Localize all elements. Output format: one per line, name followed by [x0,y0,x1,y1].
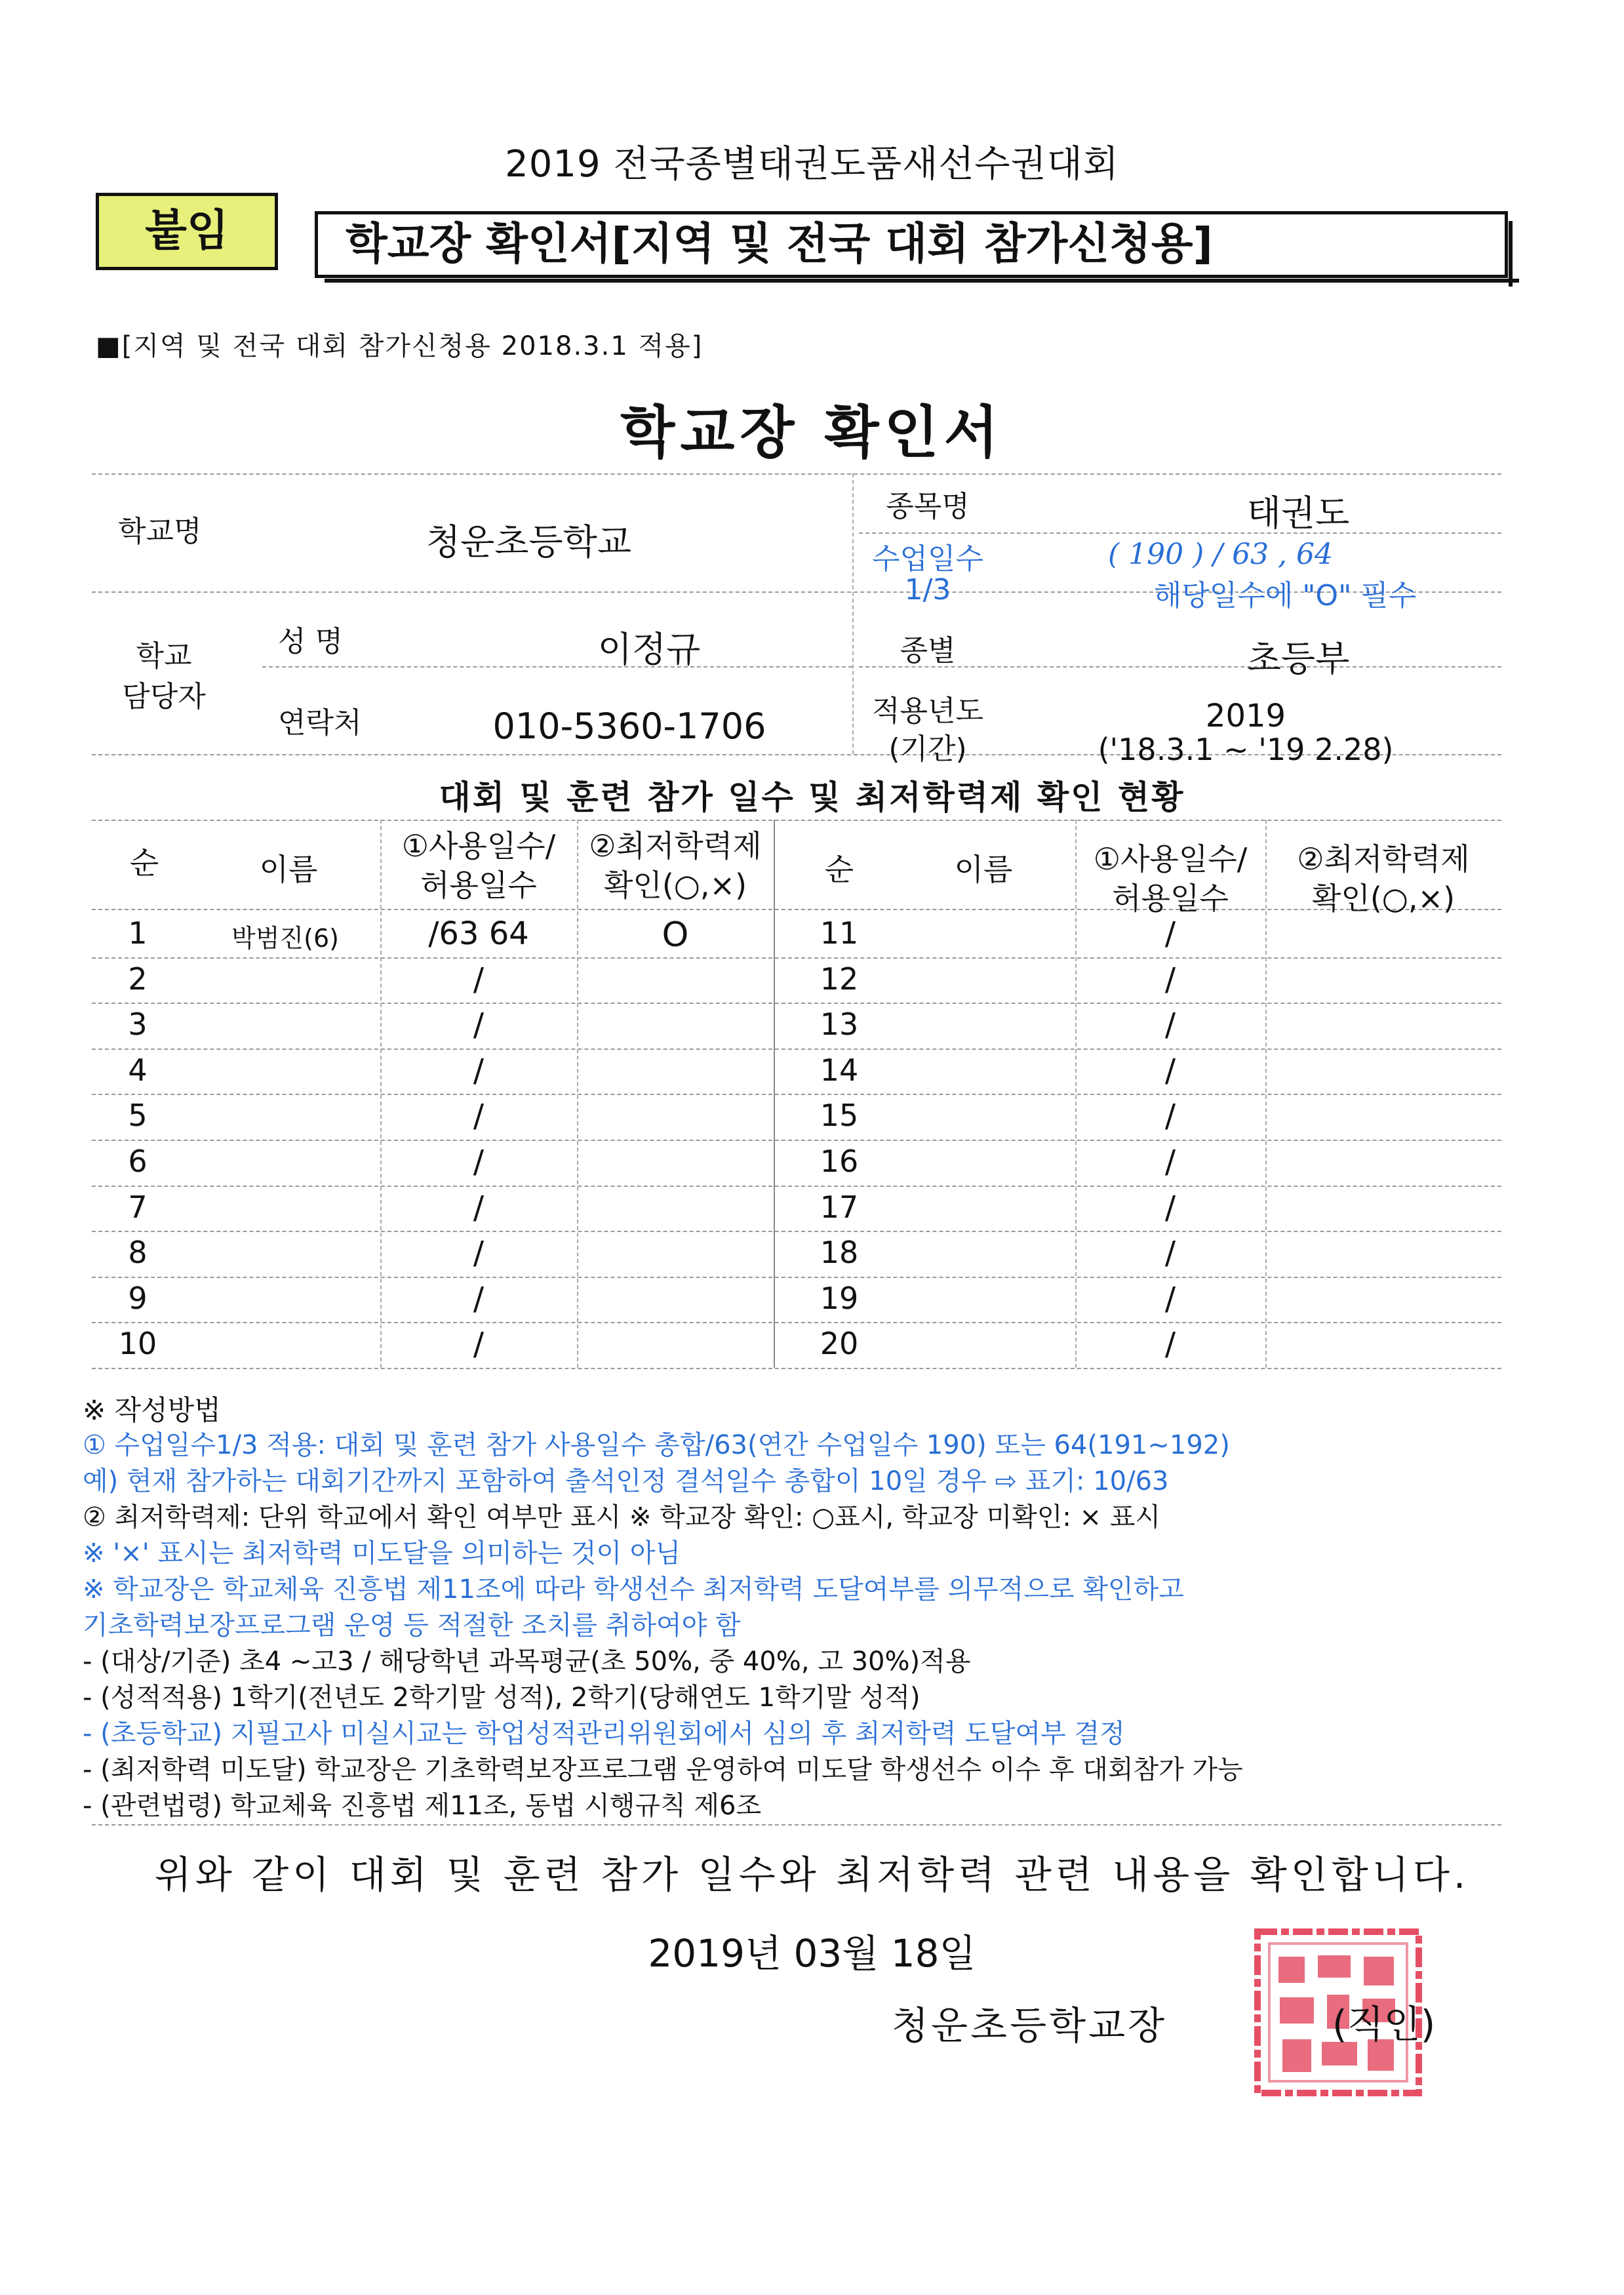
used-days: / [1164,915,1176,952]
row-number: 13 [820,1007,859,1043]
class-days-label: 수업일수 [871,542,983,576]
method-title: ※ 작성방법 [83,1394,221,1426]
contact-group-label-2: 담당자 [122,680,206,713]
athlete-name [190,1281,380,1283]
sport-label: 종목명 [886,490,970,523]
method-line: - (관련법령) 학교체육 진흥법 제11조, 동법 시행규칙 제6조 [83,1791,762,1821]
used-days: / [1164,1280,1176,1317]
class-days-value: ( 190 ) / 63 , 64 [1108,538,1334,571]
period-value: ('18.3.1 ~ '19 2.28) [1098,732,1394,767]
divider [92,1186,1501,1187]
row-number: 4 [128,1052,148,1088]
signer-title: 청운초등학교장 [892,2003,1168,2048]
divider [92,1368,1501,1369]
issue-date: 2019년 03월 18일 [648,1931,976,1976]
row-number: 19 [820,1280,859,1316]
period-label: (기간) [888,732,967,766]
application-note: ■[지역 및 전국 대회 참가신청용 2018.3.1 적용] [96,331,703,361]
divider [92,1140,1501,1141]
used-days: / [1164,1189,1176,1226]
method-line: 예) 현재 참가하는 대회기간까지 포함하여 출석인정 결석일수 총합이 10일 경우 ⇨ 표기: 10/63 [83,1466,1169,1496]
divider [92,1048,1501,1050]
row-number: 16 [820,1144,859,1179]
used-days: / [473,1098,485,1135]
header-min-right-2: 확인(○,×) [1311,881,1456,916]
row-number: 20 [820,1326,859,1362]
divider [92,1277,1501,1278]
athlete-name [190,1235,380,1237]
row-number: 9 [128,1280,148,1316]
row-number: 10 [118,1326,157,1362]
used-days: / [473,1280,485,1317]
document-heading: 학교장 확인서[지역 및 전국 대회 참가신청용] [315,211,1508,278]
header-name: 이름 [259,852,318,887]
divider [92,1094,1501,1095]
used-days: / [1164,1144,1176,1180]
division-value: 초등부 [1246,638,1350,679]
divider [92,1003,1501,1004]
header-days-2: 허용일수 [420,868,537,903]
athlete-name [190,1144,380,1146]
divider [92,473,1501,475]
used-days: / [1164,961,1176,998]
header-days: ①사용일수/ [401,828,556,864]
row-number: 18 [820,1235,859,1271]
used-days: / [473,961,485,998]
row-number: 5 [128,1098,148,1134]
divider [852,473,854,754]
row-number: 11 [820,915,859,951]
athlete-name [190,1007,380,1009]
header-min-right: ②최저학력제 [1297,841,1470,877]
divider [859,532,1501,534]
header-min: ②최저학력제 [589,828,762,864]
used-days: / [473,1007,485,1044]
method-line: - (대상/기준) 초4 ~고3 / 해당학년 과목평균(초 50%, 중 40%, 고 30%)적용 [83,1646,971,1677]
event-title: 2019 전국종별태권도품새선수권대회 [505,143,1119,186]
seal-note: (직인) [1332,2002,1436,2046]
header-no-right: 순 [824,852,854,887]
school-value: 청운초등학교 [426,521,631,563]
row-number: 2 [128,961,148,997]
row-number: 15 [820,1098,859,1134]
class-days-fraction-label: 1/3 [904,573,951,607]
min-academic-check: O [662,915,689,955]
method-line: - (최저학력 미도달) 학교장은 기초학력보장프로그램 운영하여 미도달 학생선수 이수 후 대회참가 가능 [83,1755,1243,1785]
name-label: 성 명 [278,625,343,658]
used-days: / [473,1235,485,1272]
used-days: / [473,1144,485,1180]
athlete-name [190,1326,380,1328]
method-line: ① 수업일수1/3 적용: 대회 및 훈련 참가 사용일수 총합/63(연간 수업일수 190) 또는 64(191~192) [83,1430,1230,1460]
section-title: 대회 및 훈련 참가 일수 및 최저학력제 확인 현황 [439,778,1185,816]
athlete-name [190,1189,380,1192]
confirmation-statement: 위와 같이 대회 및 훈련 참가 일수와 최저학력 관련 내용을 확인합니다. [154,1852,1470,1897]
row-number: 12 [820,961,859,997]
year-label: 적용년도 [871,694,983,728]
used-days: / [1164,1098,1176,1135]
row-number: 8 [128,1235,148,1271]
athlete-name [190,1052,380,1055]
contact-group-label: 학교 [136,639,192,673]
used-days: /63 64 [428,915,529,952]
phone-label: 연락처 [278,706,362,740]
method-line: - (성적적용) 1학기(전년도 2학기말 성적), 2학기(당해연도 1학기말 성적) [83,1683,921,1713]
row-number: 3 [128,1007,148,1043]
used-days: / [473,1052,485,1089]
method-line: - (초등학교) 지필고사 미실시교는 학업성적관리위원회에서 심의 후 최저학력 도달여부 결정 [83,1719,1125,1749]
name-value: 이정규 [597,629,701,670]
document-title: 학교장 확인서 [620,400,1004,466]
divider [92,1322,1501,1323]
athlete-name: 박범진(6) [231,924,339,953]
divider [92,820,1501,821]
method-line: ※ '×' 표시는 최저학력 미도달을 의미하는 것이 아님 [83,1538,681,1568]
used-days: / [473,1326,485,1363]
used-days: / [1164,1052,1176,1089]
divider [92,1231,1501,1232]
year-value: 2019 [1205,698,1286,734]
divider [92,1824,1501,1826]
school-label: 학교명 [118,515,202,548]
header-min-2: 확인(○,×) [603,868,747,903]
division-label: 종별 [900,634,956,668]
method-line: 기초학력보장프로그램 운영 등 적절한 조치를 취하여야 함 [83,1610,741,1641]
method-line: ※ 학교장은 학교체육 진흥법 제11조에 따라 학생선수 최저학력 도달여부를 의무적으로 확인하고 [83,1574,1184,1605]
phone-value: 010-5360-1706 [492,706,766,747]
divider [92,957,1501,959]
participation-table [92,820,1501,1397]
used-days: / [1164,1007,1176,1044]
header-days-right-2: 허용일수 [1112,881,1229,916]
used-days: / [1164,1235,1176,1272]
row-number: 17 [820,1189,859,1225]
athlete-name [190,1098,380,1100]
class-days-note: 해당일수에 "O" 필수 [1153,579,1417,612]
method-line: ② 최저학력제: 단위 학교에서 확인 여부만 표시 ※ 학교장 확인: ○표시, 학교장 미확인: × 표시 [83,1502,1161,1532]
athlete-name [190,961,380,964]
used-days: / [473,1189,485,1226]
row-number: 14 [820,1052,859,1088]
header-name-right: 이름 [954,852,1013,887]
row-number: 1 [128,915,148,951]
sport-value: 태권도 [1246,492,1350,534]
attachment-tag: 붙임 [96,193,278,270]
header-days-right: ①사용일수/ [1093,841,1248,877]
row-number: 7 [128,1189,148,1225]
row-number: 6 [128,1144,148,1179]
used-days: / [1164,1326,1176,1363]
header-no: 순 [129,845,159,881]
